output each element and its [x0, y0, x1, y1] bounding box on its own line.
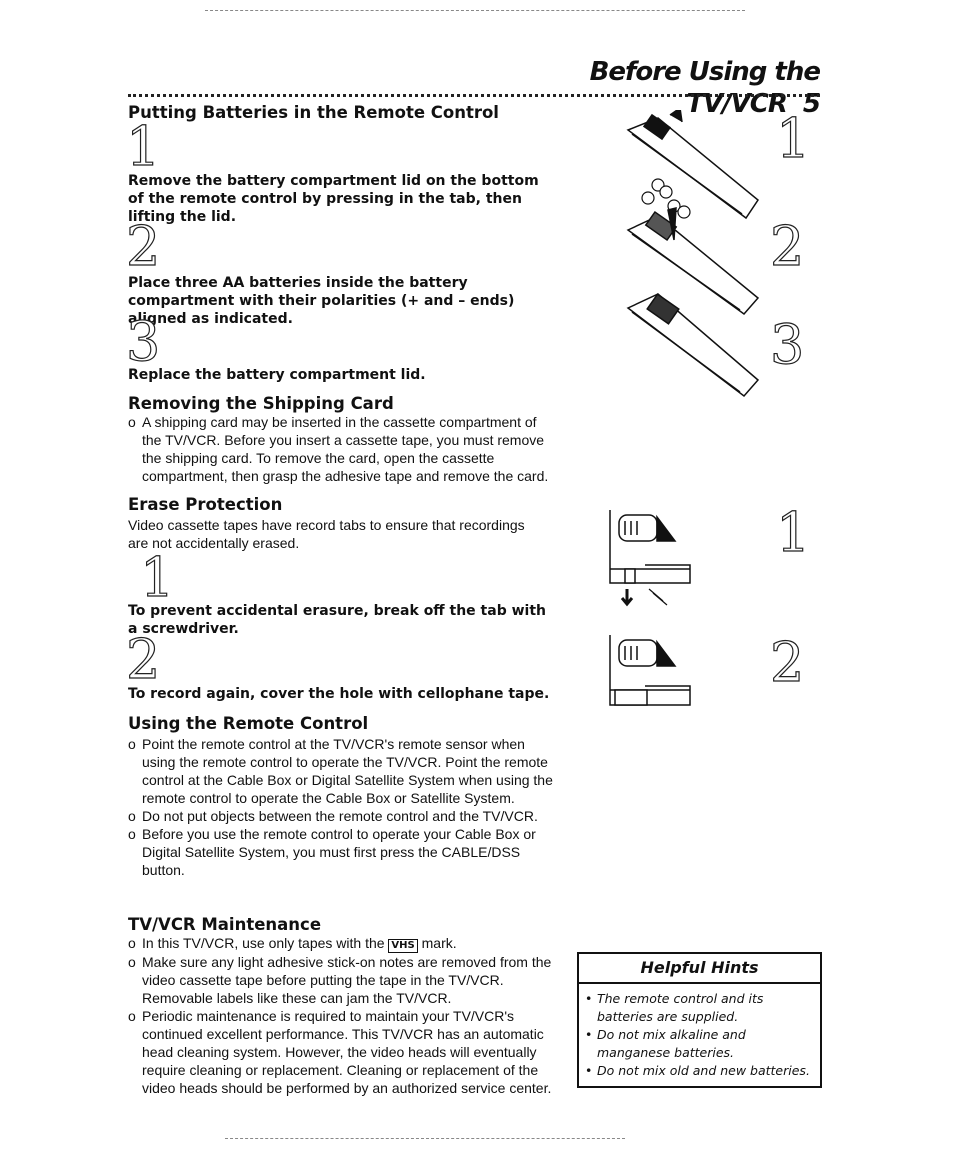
helpful-hints-box [577, 952, 822, 1088]
helpful-hints-list [579, 984, 820, 1086]
battery-figure-1-number: 1 [776, 107, 811, 170]
remote-bullet-3: o Before you use the remote control to operate your Cable Box or Digital Satellite System, you must first press the CABLE/DSS button. [128, 825, 558, 879]
page-title: Before Using the TV/VCR [589, 57, 820, 119]
header-dotted-rule [128, 94, 820, 97]
battery-step-2-number: 2 [126, 215, 161, 278]
shipping-bullet: o A shipping card may be inserted in the cassette compartment of the TV/VCR. Before you insert a cassette tape, you must remove the shipping card. To remove the card, open the cassette compartment, then grasp the adhesive tape and remove the card. [128, 413, 558, 485]
maintenance-bullet-2: o Make sure any light adhesive stick-on notes are removed from the video cassette tape before putting the tape in the TV/VCR. Removable labels like these can jam the TV/VCR. [128, 953, 558, 1007]
battery-step-1-text: Remove the battery compartment lid on the bottom of the remote control by pressing in the tab, then lifting the lid. [128, 173, 539, 225]
remote-bullet-1: o Point the remote control at the TV/VCR's remote sensor when using the remote control to operate the TV/VCR. Point the remote control at the Cable Box or Digital Satellite System when using the remote control to operate the Cable Box or Satellite System. [128, 735, 558, 807]
shipping-heading: Removing the Shipping Card [128, 394, 394, 413]
erase-step-1-number: 1 [140, 546, 175, 609]
cassette-cover-hole-illustration [605, 630, 695, 710]
maintenance-heading: TV/VCR Maintenance [128, 915, 322, 934]
battery-figure-3-number: 3 [770, 313, 805, 376]
remote-heading: Using the Remote Control [128, 714, 369, 733]
maintenance-bullet-3: o Periodic maintenance is required to maintain your TV/VCR's continued excellent performance. This TV/VCR has an automatic head cleaning system. However, the video heads will eventually require cleaning or replacement. Cleaning or replacement of the video heads should be performed by an authorized service center. [128, 1007, 558, 1097]
batteries-heading: Putting Batteries in the Remote Control [128, 103, 499, 122]
cassette-break-tab-illustration [605, 505, 695, 610]
hint-item-1: • The remote control and its batteries are supplied. [585, 990, 814, 1026]
maintenance-bullet-1-pre: In this TV/VCR, use only tapes with the [142, 935, 385, 951]
shipping-list [128, 413, 558, 485]
battery-step-1-number: 1 [126, 115, 161, 178]
maintenance-bullet-1 [128, 934, 558, 953]
erase-figure-1-number: 1 [776, 501, 811, 564]
helpful-hints-title: Helpful Hints [579, 954, 820, 984]
battery-figure-2-number: 2 [770, 215, 805, 278]
remote-bullet-2: o Do not put objects between the remote control and the TV/VCR. [128, 807, 558, 825]
battery-step-2-text: Place three AA batteries inside the battery compartment with their polarities (+ and – ends) aligned as indicated. [128, 275, 515, 327]
erase-step-1-text: To prevent accidental erasure, break off the tab with a screwdriver. [128, 603, 546, 637]
erase-step-2-text: To record again, cover the hole with cellophane tape. [128, 686, 550, 702]
erase-figure-2-number: 2 [770, 631, 805, 694]
batteries-drawing [642, 179, 690, 218]
maintenance-list [128, 934, 558, 1097]
hint-item-2: • Do not mix alkaline and manganese batteries. [585, 1026, 814, 1062]
remote-battery-illustration [618, 110, 768, 400]
remote-list [128, 735, 558, 879]
erase-intro: Video cassette tapes have record tabs to ensure that recordings are not accidentally erased. [128, 517, 525, 551]
vhs-mark: VHS [388, 939, 417, 953]
erase-step-2-number: 2 [126, 628, 161, 691]
bottom-scan-line [225, 1138, 625, 1139]
battery-step-3-text: Replace the battery compartment lid. [128, 367, 426, 383]
page-number: 5 [802, 89, 820, 119]
maintenance-bullet-1-post: mark. [421, 935, 457, 951]
erase-heading: Erase Protection [128, 495, 283, 514]
battery-step-3-number: 3 [126, 310, 161, 373]
hint-item-3: • Do not mix old and new batteries. [585, 1062, 814, 1080]
top-scan-line [205, 10, 745, 11]
